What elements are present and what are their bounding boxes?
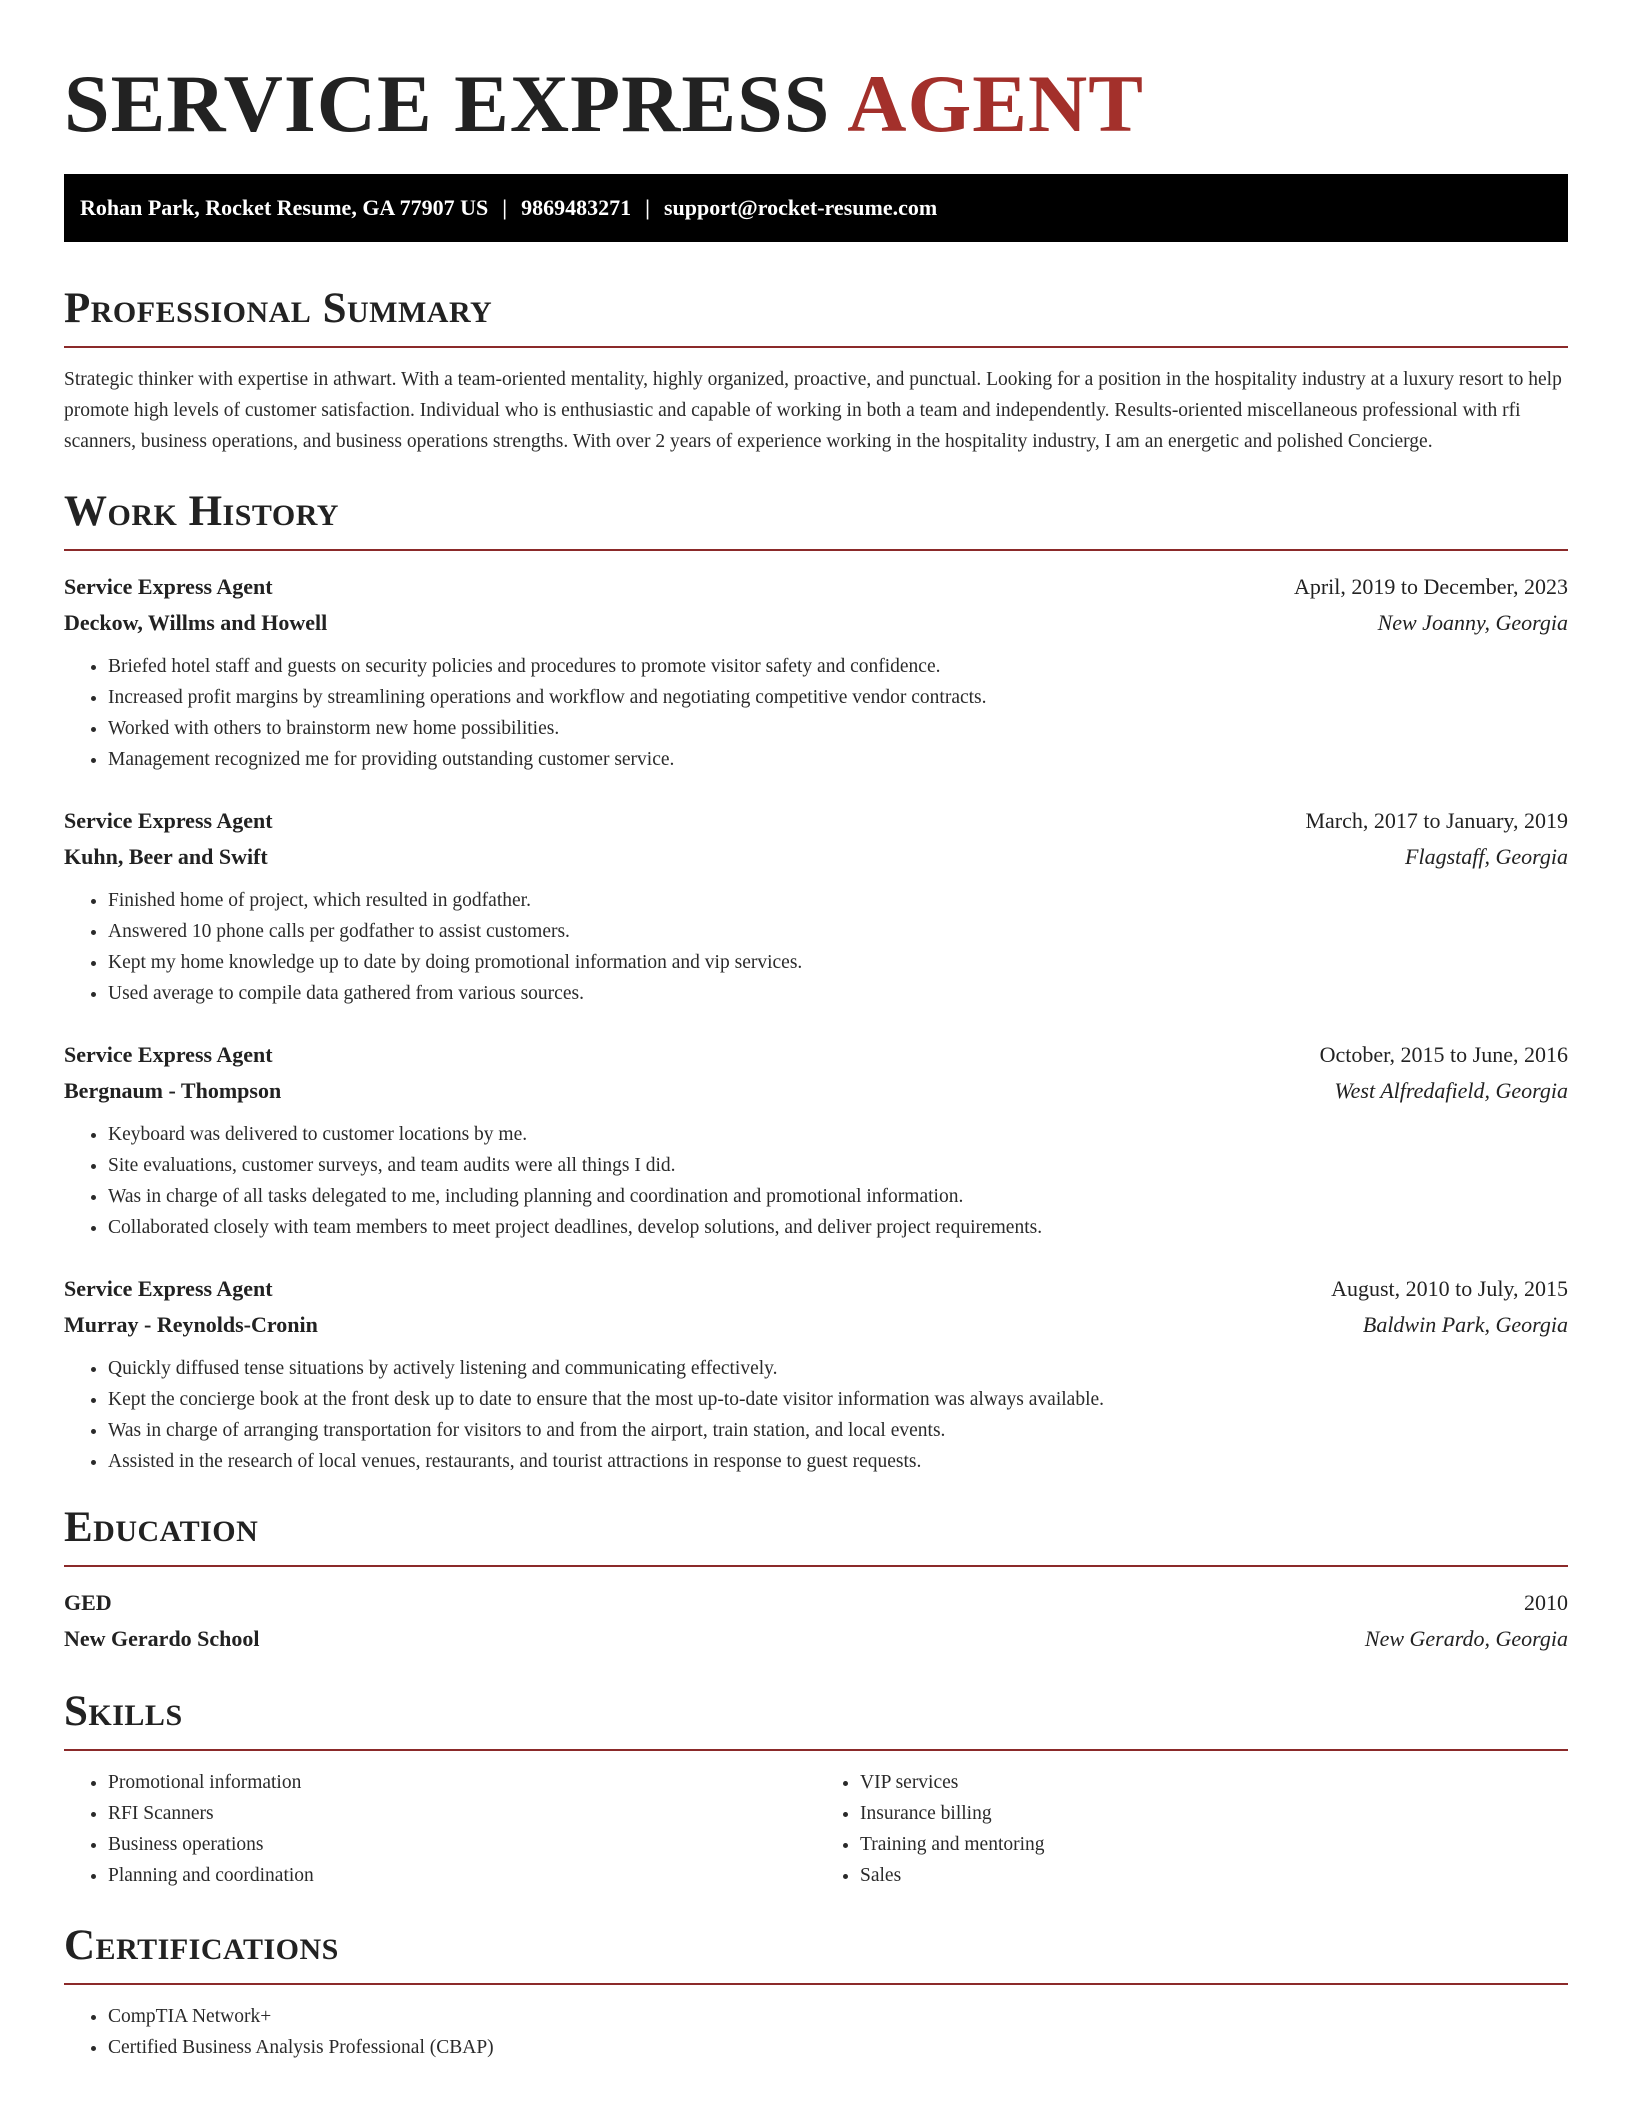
education-location: New Gerardo, Georgia [1364,1626,1568,1651]
education-year: 2010 [1524,1590,1568,1615]
job-bullet: • Site evaluations, customer surveys, and team audits were all things I did. [108,1150,1568,1181]
job-bullet: • Collaborated closely with team members to meet project deadlines, develop solutions, and deliver project requirements. [108,1212,1568,1243]
job-bullet: • Finished home of project, which resulted in godfather. [108,885,1568,916]
skill-item: • Promotional information [108,1767,816,1798]
job-entry [64,803,1568,1009]
job-bullets [64,1119,1568,1243]
certification-list [64,2001,1568,2063]
contact-address: Rohan Park, Rocket Resume, GA 77907 US [80,195,489,220]
contact-bar [64,174,1568,242]
job-bullet: • Quickly diffused tense situations by actively listening and communicating effectively. [108,1353,1568,1384]
section-heading-work: Work History [64,487,1568,551]
job-dates: October, 2015 to June, 2016 [1319,1042,1568,1067]
job-bullet: • Used average to compile data gathered from various sources. [108,978,1568,1009]
job-bullet: • Was in charge of all tasks delegated to me, including planning and coordination and promotional information. [108,1181,1568,1212]
education-degree: GED [64,1590,112,1615]
section-heading-education: Education [64,1503,1568,1567]
job-title: Service Express Agent [64,1276,273,1301]
job-bullet: • Worked with others to brainstorm new home possibilities. [108,713,1568,744]
resume-title [64,0,1568,150]
contact-email[interactable]: support@rocket-resume.com [663,195,938,220]
job-title: Service Express Agent [64,1042,273,1067]
skill-item: • Insurance billing [860,1798,1568,1829]
job-bullets [64,885,1568,1009]
skills-column-left [64,1767,816,1891]
job-entry [64,1037,1568,1243]
job-bullet: • Answered 10 phone calls per godfather to assist customers. [108,916,1568,947]
contact-phone: 9869483271 [521,195,632,220]
education-entry [64,1585,1568,1657]
skills-column-right [816,1767,1568,1891]
section-heading-skills: Skills [64,1687,1568,1751]
skill-item: • RFI Scanners [108,1798,816,1829]
education-section [64,1503,1568,1657]
certification-item: • CompTIA Network+ [108,2001,1568,2032]
job-bullet: • Was in charge of arranging transportation for visitors to and from the airport, train station, and local events. [108,1415,1568,1446]
job-dates: March, 2017 to January, 2019 [1305,808,1568,833]
job-location: Flagstaff, Georgia [1405,844,1568,869]
skill-item: • VIP services [860,1767,1568,1798]
job-dates: April, 2019 to December, 2023 [1293,574,1568,599]
contact-separator: | [502,195,508,220]
skill-item: • Business operations [108,1829,816,1860]
job-location: West Alfredafield, Georgia [1334,1078,1568,1103]
summary-section [64,284,1568,457]
job-bullet: • Keyboard was delivered to customer locations by me. [108,1119,1568,1150]
job-company: Bergnaum - Thompson [64,1078,282,1103]
skill-item: • Planning and coordination [108,1860,816,1891]
job-location: New Joanny, Georgia [1377,610,1568,635]
job-company: Murray - Reynolds-Cronin [64,1312,318,1337]
contact-separator: | [645,195,650,220]
job-bullet: • Kept my home knowledge up to date by doing promotional information and vip services. [108,947,1568,978]
job-entry [64,569,1568,775]
education-school: New Gerardo School [64,1626,260,1651]
title-accent: AGENT [847,58,1144,149]
certifications-section [64,1921,1568,2063]
skills-grid [64,1767,1568,1891]
section-heading-summary: Professional Summary [64,284,1568,348]
job-bullet: • Assisted in the research of local venues, restaurants, and tourist attractions in response to guest requests. [108,1446,1568,1477]
job-bullet: • Briefed hotel staff and guests on security policies and procedures to promote visitor safety and confidence. [108,651,1568,682]
job-company: Deckow, Willms and Howell [64,610,328,635]
title-main: SERVICE EXPRESS [64,58,831,149]
skill-item: • Sales [860,1860,1568,1891]
job-company: Kuhn, Beer and Swift [64,844,268,869]
job-location: Baldwin Park, Georgia [1362,1312,1568,1337]
section-heading-certifications: Certifications [64,1921,1568,1985]
job-bullets [64,651,1568,775]
job-bullet: • Management recognized me for providing outstanding customer service. [108,744,1568,775]
summary-text: Strategic thinker with expertise in athwart. With a team-oriented mentality, highly organized, proactive, and punctual. Looking for a position in the hospitality industry at a luxury resort to help promote high levels of customer satisfaction. Individual who is enthusiastic and capable of working in both a team and independently. Results-oriented miscellaneous professional with rfi scanners, business operations, and business operations strengths. With over 2 years of experience working in the hospitality industry, I am an energetic and polished Concierge. [64,369,1562,452]
skills-section [64,1687,1568,1891]
job-bullet: • Kept the concierge book at the front desk up to date to ensure that the most up-to-date visitor information was always available. [108,1384,1568,1415]
skill-item: • Training and mentoring [860,1829,1568,1860]
work-section [64,487,1568,1477]
job-bullet: • Increased profit margins by streamlining operations and workflow and negotiating competitive vendor contracts. [108,682,1568,713]
job-entry [64,1271,1568,1477]
job-title: Service Express Agent [64,574,273,599]
job-dates: August, 2010 to July, 2015 [1331,1276,1568,1301]
certification-item: • Certified Business Analysis Professional (CBAP) [108,2032,1568,2063]
job-title: Service Express Agent [64,808,273,833]
job-bullets [64,1353,1568,1477]
